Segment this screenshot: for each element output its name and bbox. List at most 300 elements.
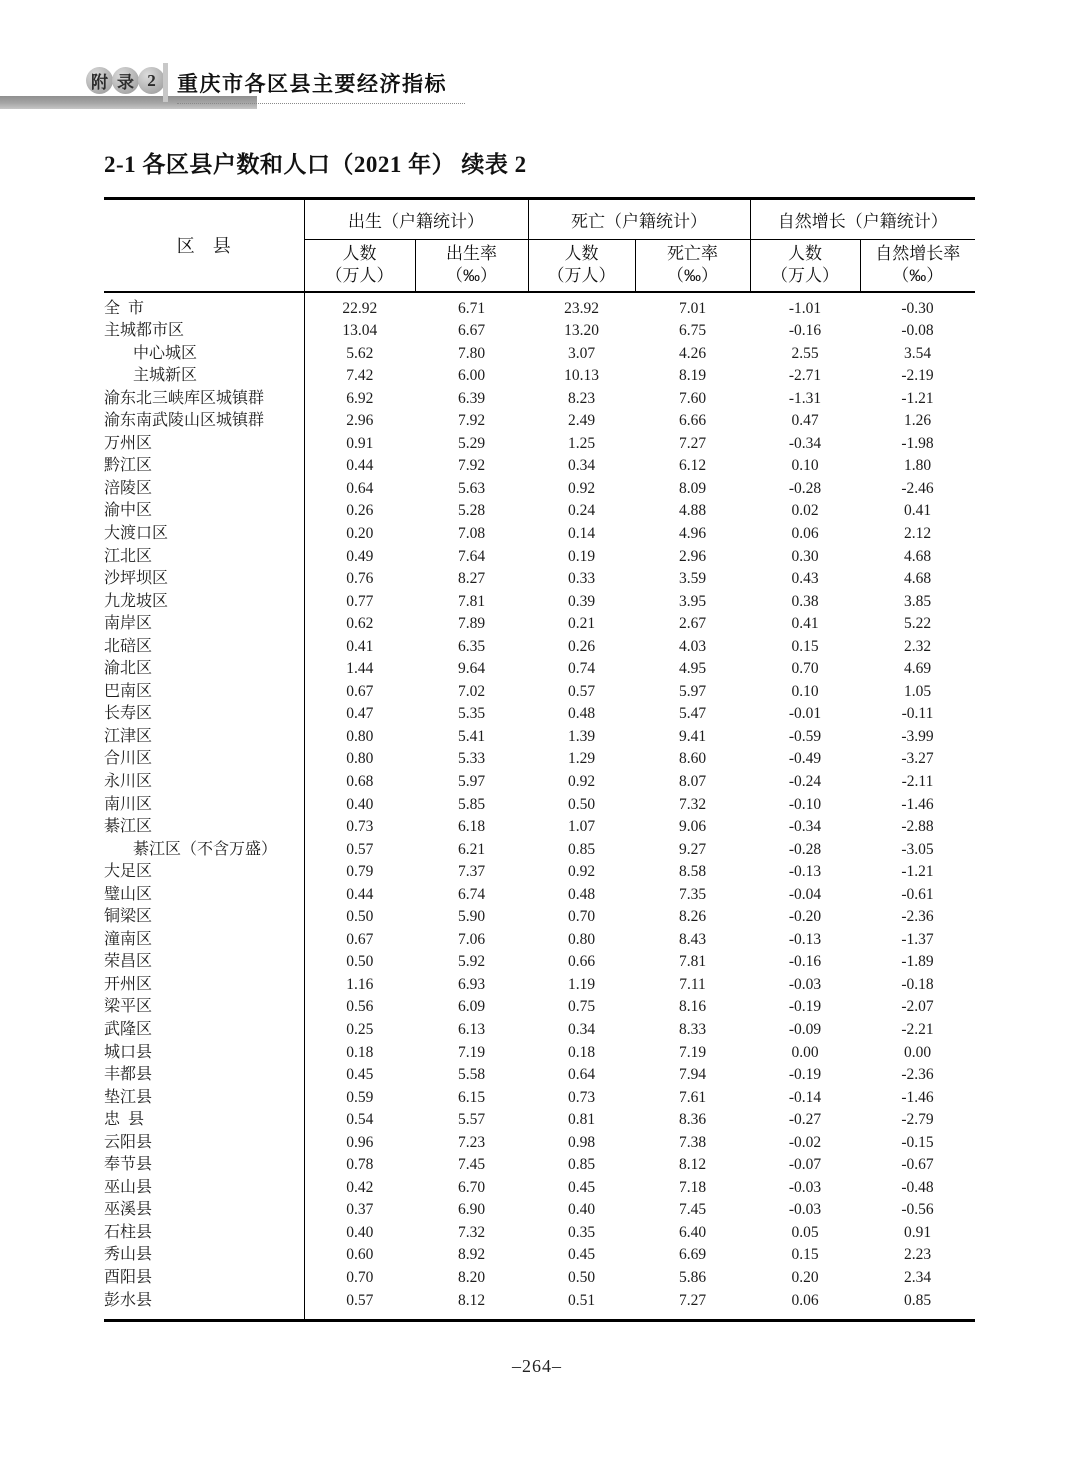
value-cell: 0.80 [346, 727, 374, 745]
value-cell: 0.40 [346, 1223, 374, 1241]
value-cell: -0.67 [901, 1156, 934, 1174]
value-cell: 9.64 [457, 660, 486, 678]
value-cell: 0.41 [791, 615, 819, 633]
value-cell: 0.34 [567, 1021, 596, 1038]
value-cell: 5.90 [457, 908, 486, 926]
table-row [104, 343, 975, 366]
value-cell: 7.38 [678, 1133, 707, 1151]
value-cell: -0.13 [788, 863, 822, 881]
value-cell: -1.46 [901, 1088, 934, 1106]
value-cell: 3.95 [678, 592, 707, 610]
value-cell: 0.45 [346, 1066, 374, 1084]
value-cell: 0.85 [567, 1156, 596, 1174]
value-cell: 6.90 [457, 1201, 486, 1219]
value-cell: 0.10 [791, 682, 819, 700]
badge-circle-char1: 附 [86, 67, 113, 94]
value-cell: 8.07 [678, 772, 707, 790]
value-cell: 0.96 [346, 1133, 374, 1151]
table-row [104, 726, 975, 749]
value-cell: -0.24 [788, 772, 822, 790]
value-cell: -0.04 [788, 885, 822, 903]
value-cell: 9.06 [678, 818, 707, 836]
value-cell: -0.01 [788, 705, 822, 723]
sub-header-line: （‰） [892, 266, 944, 286]
table-row [104, 365, 975, 388]
value-cell: 8.43 [678, 930, 707, 948]
value-cell: 8.12 [678, 1156, 707, 1174]
value-cell: 0.45 [567, 1178, 596, 1196]
value-cell: 6.71 [457, 299, 486, 317]
value-cell: 8.16 [678, 998, 707, 1016]
table-row [104, 1019, 975, 1042]
value-cell: -0.19 [788, 998, 822, 1016]
value-cell: 0.85 [567, 840, 596, 858]
value-cell: 0.05 [791, 1223, 819, 1241]
value-cell: -1.21 [901, 389, 934, 407]
value-cell: 0.06 [791, 1291, 819, 1309]
table-row [104, 951, 975, 974]
value-cell: -0.16 [788, 953, 822, 971]
value-cell: -0.30 [901, 299, 934, 317]
value-cell: 0.40 [346, 795, 374, 813]
row-label: 渝中区 [104, 500, 304, 523]
row-label: 合川区 [104, 748, 304, 771]
page-number: –264– [512, 1356, 562, 1376]
value-cell: 0.51 [567, 1291, 596, 1309]
row-label: 忠 县 [104, 1109, 304, 1132]
value-cell: 10.13 [564, 367, 599, 385]
row-label: 南岸区 [104, 613, 304, 636]
row-label: 云阳县 [104, 1132, 304, 1155]
value-cell: 8.20 [457, 1269, 486, 1287]
row-label: 酉阳县 [104, 1267, 304, 1290]
row-label: 璧山区 [104, 884, 304, 907]
value-cell: 0.70 [346, 1269, 374, 1287]
value-cell: -0.27 [788, 1111, 822, 1129]
sub-header-birth-count [304, 240, 415, 292]
value-cell: 0.77 [346, 592, 374, 610]
value-cell: 7.89 [457, 615, 486, 633]
table-row [104, 1267, 975, 1290]
row-label: 城口县 [104, 1042, 304, 1065]
value-cell: 0.26 [346, 502, 374, 520]
table-row [104, 1064, 975, 1087]
value-cell: 0.73 [346, 818, 374, 836]
value-cell: 2.34 [903, 1269, 932, 1287]
table-row [104, 500, 975, 523]
value-cell: -2.79 [901, 1111, 934, 1129]
value-cell: 3.85 [903, 592, 932, 610]
header-divider [163, 63, 168, 102]
row-label: 铜梁区 [104, 906, 304, 929]
group-header-natural-growth: 自然增长（户籍统计） [750, 199, 975, 240]
value-cell: 0.67 [346, 682, 374, 700]
table-row [104, 1087, 975, 1110]
value-cell: 4.95 [678, 660, 707, 678]
value-cell: 0.73 [567, 1088, 596, 1106]
sub-header-line: （万人） [325, 266, 394, 286]
value-cell: 8.27 [457, 570, 486, 588]
sub-header-line: 人数 [788, 244, 822, 264]
value-cell: 0.80 [346, 750, 374, 768]
table-header [104, 199, 975, 292]
value-cell: -2.21 [901, 1021, 934, 1038]
value-cell: 8.60 [678, 750, 707, 768]
table-row [104, 1290, 975, 1321]
value-cell: 0.42 [346, 1178, 374, 1196]
value-cell: -0.02 [788, 1133, 822, 1151]
value-cell: 3.07 [567, 344, 596, 362]
row-label: 永川区 [104, 771, 304, 794]
value-cell: 5.58 [457, 1066, 486, 1084]
value-cell: 0.20 [791, 1269, 819, 1287]
value-cell: 7.06 [457, 930, 486, 948]
value-cell: 0.34 [567, 457, 596, 475]
value-cell: 7.18 [678, 1178, 707, 1196]
table-row [104, 455, 975, 478]
value-cell: -1.89 [901, 953, 934, 971]
value-cell: 2.67 [678, 615, 707, 633]
value-cell: 5.92 [457, 953, 486, 971]
value-cell: 0.74 [567, 660, 596, 678]
row-label: 北碚区 [104, 636, 304, 659]
value-cell: 0.59 [346, 1088, 374, 1106]
value-cell: 0.37 [346, 1201, 374, 1219]
value-cell: 0.44 [346, 885, 374, 903]
value-cell: 0.50 [346, 953, 374, 971]
sub-header-line: 死亡率 [667, 244, 718, 264]
row-label: 秀山县 [104, 1244, 304, 1267]
value-cell: 0.50 [567, 1269, 596, 1287]
value-cell: 7.23 [457, 1133, 486, 1151]
table-row [104, 292, 975, 321]
value-cell: 5.35 [457, 705, 486, 723]
value-cell: 0.68 [346, 772, 374, 790]
table-row [104, 1042, 975, 1065]
value-cell: -0.10 [788, 795, 822, 813]
row-label: 巫溪县 [104, 1199, 304, 1222]
value-cell: 1.80 [903, 457, 932, 475]
table-row [104, 1177, 975, 1200]
table-row [104, 388, 975, 411]
value-cell: 4.68 [903, 570, 932, 588]
table-row [104, 906, 975, 929]
row-label: 梁平区 [104, 996, 304, 1019]
row-label: 大足区 [104, 861, 304, 884]
value-cell: -0.15 [901, 1133, 934, 1151]
value-cell: 6.40 [678, 1223, 707, 1241]
table-body [104, 292, 975, 1321]
value-cell: 5.97 [457, 772, 486, 790]
table-row [104, 681, 975, 704]
value-cell: -1.31 [788, 389, 822, 407]
value-cell: -0.59 [788, 727, 822, 745]
table-row [104, 748, 975, 771]
value-cell: 6.13 [457, 1021, 486, 1038]
value-cell: 0.33 [567, 570, 596, 588]
value-cell: -0.61 [901, 885, 934, 903]
value-cell: -0.07 [788, 1156, 822, 1174]
row-label: 黔江区 [104, 455, 304, 478]
value-cell: -0.03 [788, 1178, 822, 1196]
value-cell: 0.41 [903, 502, 932, 520]
table-row [104, 861, 975, 884]
value-cell: -3.99 [901, 727, 934, 745]
value-cell: 7.61 [678, 1088, 707, 1106]
value-cell: 5.22 [903, 615, 932, 633]
value-cell: 1.16 [346, 975, 374, 993]
table-row [104, 974, 975, 997]
value-cell: 0.67 [346, 930, 374, 948]
value-cell: 9.27 [678, 840, 707, 858]
value-cell: 8.36 [678, 1111, 707, 1129]
table-row [104, 1222, 975, 1245]
value-cell: 4.03 [678, 637, 707, 655]
value-cell: -2.71 [788, 367, 822, 385]
value-cell: 0.25 [346, 1021, 374, 1038]
value-cell: -2.07 [901, 998, 934, 1016]
value-cell: -2.88 [901, 818, 934, 836]
value-cell: 6.00 [457, 367, 486, 385]
value-cell: 0.91 [903, 1223, 932, 1241]
value-cell: 6.35 [457, 637, 486, 655]
value-cell: 0.21 [567, 615, 596, 633]
value-cell: 5.85 [457, 795, 486, 813]
value-cell: 6.21 [457, 840, 486, 858]
value-cell: 1.25 [567, 434, 596, 452]
value-cell: 1.44 [346, 660, 374, 678]
value-cell: 0.18 [346, 1043, 374, 1061]
value-cell: 0.47 [346, 705, 374, 723]
value-cell: 0.02 [791, 502, 819, 520]
value-cell: 1.05 [903, 682, 932, 700]
value-cell: 0.92 [567, 479, 596, 497]
row-label: 垫江县 [104, 1087, 304, 1110]
value-cell: 4.88 [678, 502, 707, 520]
value-cell: 0.38 [791, 592, 819, 610]
value-cell: 0.45 [567, 1246, 596, 1264]
value-cell: -2.19 [901, 367, 934, 385]
value-cell: 0.41 [346, 637, 374, 655]
value-cell: 0.44 [346, 457, 374, 475]
row-label: 主城新区 [104, 365, 304, 388]
badge-circle-char2: 录 [112, 67, 139, 94]
value-cell: -0.14 [788, 1088, 822, 1106]
value-cell: -2.36 [901, 1066, 934, 1084]
value-cell: -0.20 [788, 908, 822, 926]
value-cell: 0.47 [791, 412, 819, 430]
value-cell: 3.59 [678, 570, 707, 588]
value-cell: 7.80 [457, 344, 486, 362]
value-cell: 0.26 [567, 637, 596, 655]
value-cell: 0.57 [567, 682, 596, 700]
value-cell: -0.11 [901, 705, 934, 723]
value-cell: -0.13 [788, 930, 822, 948]
value-cell: -0.09 [788, 1021, 822, 1038]
value-cell: 0.64 [346, 479, 374, 497]
value-cell: 0.81 [567, 1111, 596, 1129]
value-cell: -0.48 [901, 1178, 934, 1196]
row-label: 武隆区 [104, 1019, 304, 1042]
row-label: 九龙坡区 [104, 591, 304, 614]
value-cell: 6.18 [457, 818, 486, 836]
value-cell: -0.16 [788, 322, 822, 340]
sub-header-line: 人数 [564, 244, 599, 264]
value-cell: 0.15 [791, 1246, 819, 1264]
value-cell: -0.34 [788, 434, 822, 452]
table-row [104, 816, 975, 839]
value-cell: -0.49 [788, 750, 822, 768]
table-row [104, 771, 975, 794]
value-cell: 0.92 [567, 863, 596, 881]
value-cell: 7.64 [457, 547, 486, 565]
table-title: 2-1 各区县户数和人口（2021 年） 续表 2 [104, 152, 527, 177]
value-cell: 4.96 [678, 524, 707, 542]
group-header-birth: 出生（户籍统计） [348, 212, 484, 231]
table-row [104, 658, 975, 681]
value-cell: -0.18 [901, 975, 934, 993]
value-cell: 6.39 [457, 389, 486, 407]
value-cell: -0.28 [788, 840, 822, 858]
row-label: 江北区 [104, 546, 304, 569]
value-cell: 0.30 [791, 547, 819, 565]
value-cell: 2.12 [903, 524, 932, 542]
row-label: 巴南区 [104, 681, 304, 704]
value-cell: 0.66 [567, 953, 596, 971]
value-cell: 0.39 [567, 592, 596, 610]
value-cell: -0.34 [788, 818, 822, 836]
value-cell: -3.27 [901, 750, 934, 768]
row-label: 渝东南武陵山区城镇群 [104, 410, 304, 433]
value-cell: 6.75 [678, 322, 707, 340]
sub-header-line: （万人） [547, 266, 616, 286]
value-cell: 0.64 [567, 1066, 596, 1084]
value-cell: 6.93 [457, 975, 486, 993]
row-label: 江津区 [104, 726, 304, 749]
sub-header-death-rate [635, 240, 750, 292]
value-cell: 8.19 [678, 367, 707, 385]
value-cell: 5.28 [457, 502, 486, 520]
value-cell: 0.80 [567, 930, 596, 948]
value-cell: 8.58 [678, 863, 707, 881]
row-label: 中心城区 [104, 343, 304, 366]
row-label: 巫山县 [104, 1177, 304, 1200]
row-label: 开州区 [104, 974, 304, 997]
value-cell: 5.86 [678, 1269, 707, 1287]
value-cell: 7.81 [678, 953, 707, 971]
value-cell: 7.11 [679, 975, 706, 993]
table-row [104, 884, 975, 907]
value-cell: 6.66 [678, 412, 707, 430]
value-cell: 8.92 [457, 1246, 486, 1264]
value-cell: 22.92 [342, 299, 378, 317]
row-label: 沙坪坝区 [104, 568, 304, 591]
value-cell: 6.67 [457, 322, 486, 340]
value-cell: 7.37 [457, 863, 486, 881]
value-cell: 7.60 [678, 389, 707, 407]
value-cell: 13.04 [342, 322, 378, 340]
value-cell: 0.98 [567, 1133, 596, 1151]
table-row [104, 1199, 975, 1222]
group-header-death: 死亡（户籍统计） [528, 199, 750, 240]
value-cell: 0.79 [346, 863, 374, 881]
table-row [104, 546, 975, 569]
row-label: 涪陵区 [104, 478, 304, 501]
value-cell: 0.60 [346, 1246, 374, 1264]
value-cell: -2.46 [901, 479, 934, 497]
table-row [104, 433, 975, 456]
table-row [104, 839, 975, 862]
value-cell: 0.24 [567, 502, 596, 520]
value-cell: 6.92 [346, 389, 374, 407]
value-cell: 7.92 [457, 457, 486, 475]
value-cell: 7.27 [678, 434, 707, 452]
value-cell: 7.81 [457, 592, 486, 610]
value-cell: 0.56 [346, 998, 374, 1016]
corner-header-region: 区 县 [104, 199, 304, 292]
value-cell: 0.91 [346, 434, 374, 452]
value-cell: 6.69 [678, 1246, 707, 1264]
value-cell: 0.75 [567, 998, 596, 1016]
value-cell: 7.94 [678, 1066, 707, 1084]
value-cell: 5.63 [457, 479, 486, 497]
table-row [104, 1109, 975, 1132]
table-row [104, 996, 975, 1019]
value-cell: 7.45 [678, 1201, 707, 1219]
value-cell: 0.48 [567, 885, 596, 903]
value-cell: 0.70 [567, 908, 596, 926]
value-cell: 0.57 [346, 1291, 374, 1309]
row-label: 万州区 [104, 433, 304, 456]
row-label: 全 市 [104, 292, 304, 321]
value-cell: 0.18 [567, 1043, 596, 1061]
value-cell: 7.92 [457, 412, 486, 430]
sub-header-birth-rate [415, 240, 528, 292]
value-cell: -1.37 [901, 930, 934, 948]
table-row [104, 410, 975, 433]
value-cell: -0.19 [788, 1066, 822, 1084]
value-cell: 5.47 [678, 705, 707, 723]
sub-header-line: 自然增长率 [875, 244, 961, 264]
value-cell: 0.85 [903, 1291, 932, 1309]
value-cell: 0.49 [346, 547, 374, 565]
value-cell: 5.29 [457, 434, 486, 452]
value-cell: -0.08 [901, 322, 934, 340]
value-cell: 2.96 [346, 412, 374, 430]
value-cell: 2.49 [567, 412, 596, 430]
row-label: 大渡口区 [104, 523, 304, 546]
table-row [104, 794, 975, 817]
value-cell: 2.96 [678, 547, 707, 565]
value-cell: -1.01 [788, 299, 822, 317]
value-cell: 7.19 [678, 1043, 707, 1061]
value-cell: -2.36 [901, 908, 934, 926]
value-cell: 0.14 [567, 524, 596, 542]
row-label: 綦江区（不含万盛） [104, 839, 304, 862]
row-label: 彭水县 [104, 1290, 304, 1321]
value-cell: 0.92 [567, 772, 596, 790]
sub-header-death-count [528, 240, 635, 292]
value-cell: 4.69 [903, 660, 932, 678]
value-cell: 7.32 [457, 1223, 486, 1241]
row-label: 綦江区 [104, 816, 304, 839]
value-cell: -0.28 [788, 479, 822, 497]
sub-header-line: （万人） [771, 266, 839, 286]
value-cell: 1.29 [567, 750, 596, 768]
value-cell: 0.78 [346, 1156, 374, 1174]
value-cell: 7.02 [457, 682, 486, 700]
row-label: 荣昌区 [104, 951, 304, 974]
